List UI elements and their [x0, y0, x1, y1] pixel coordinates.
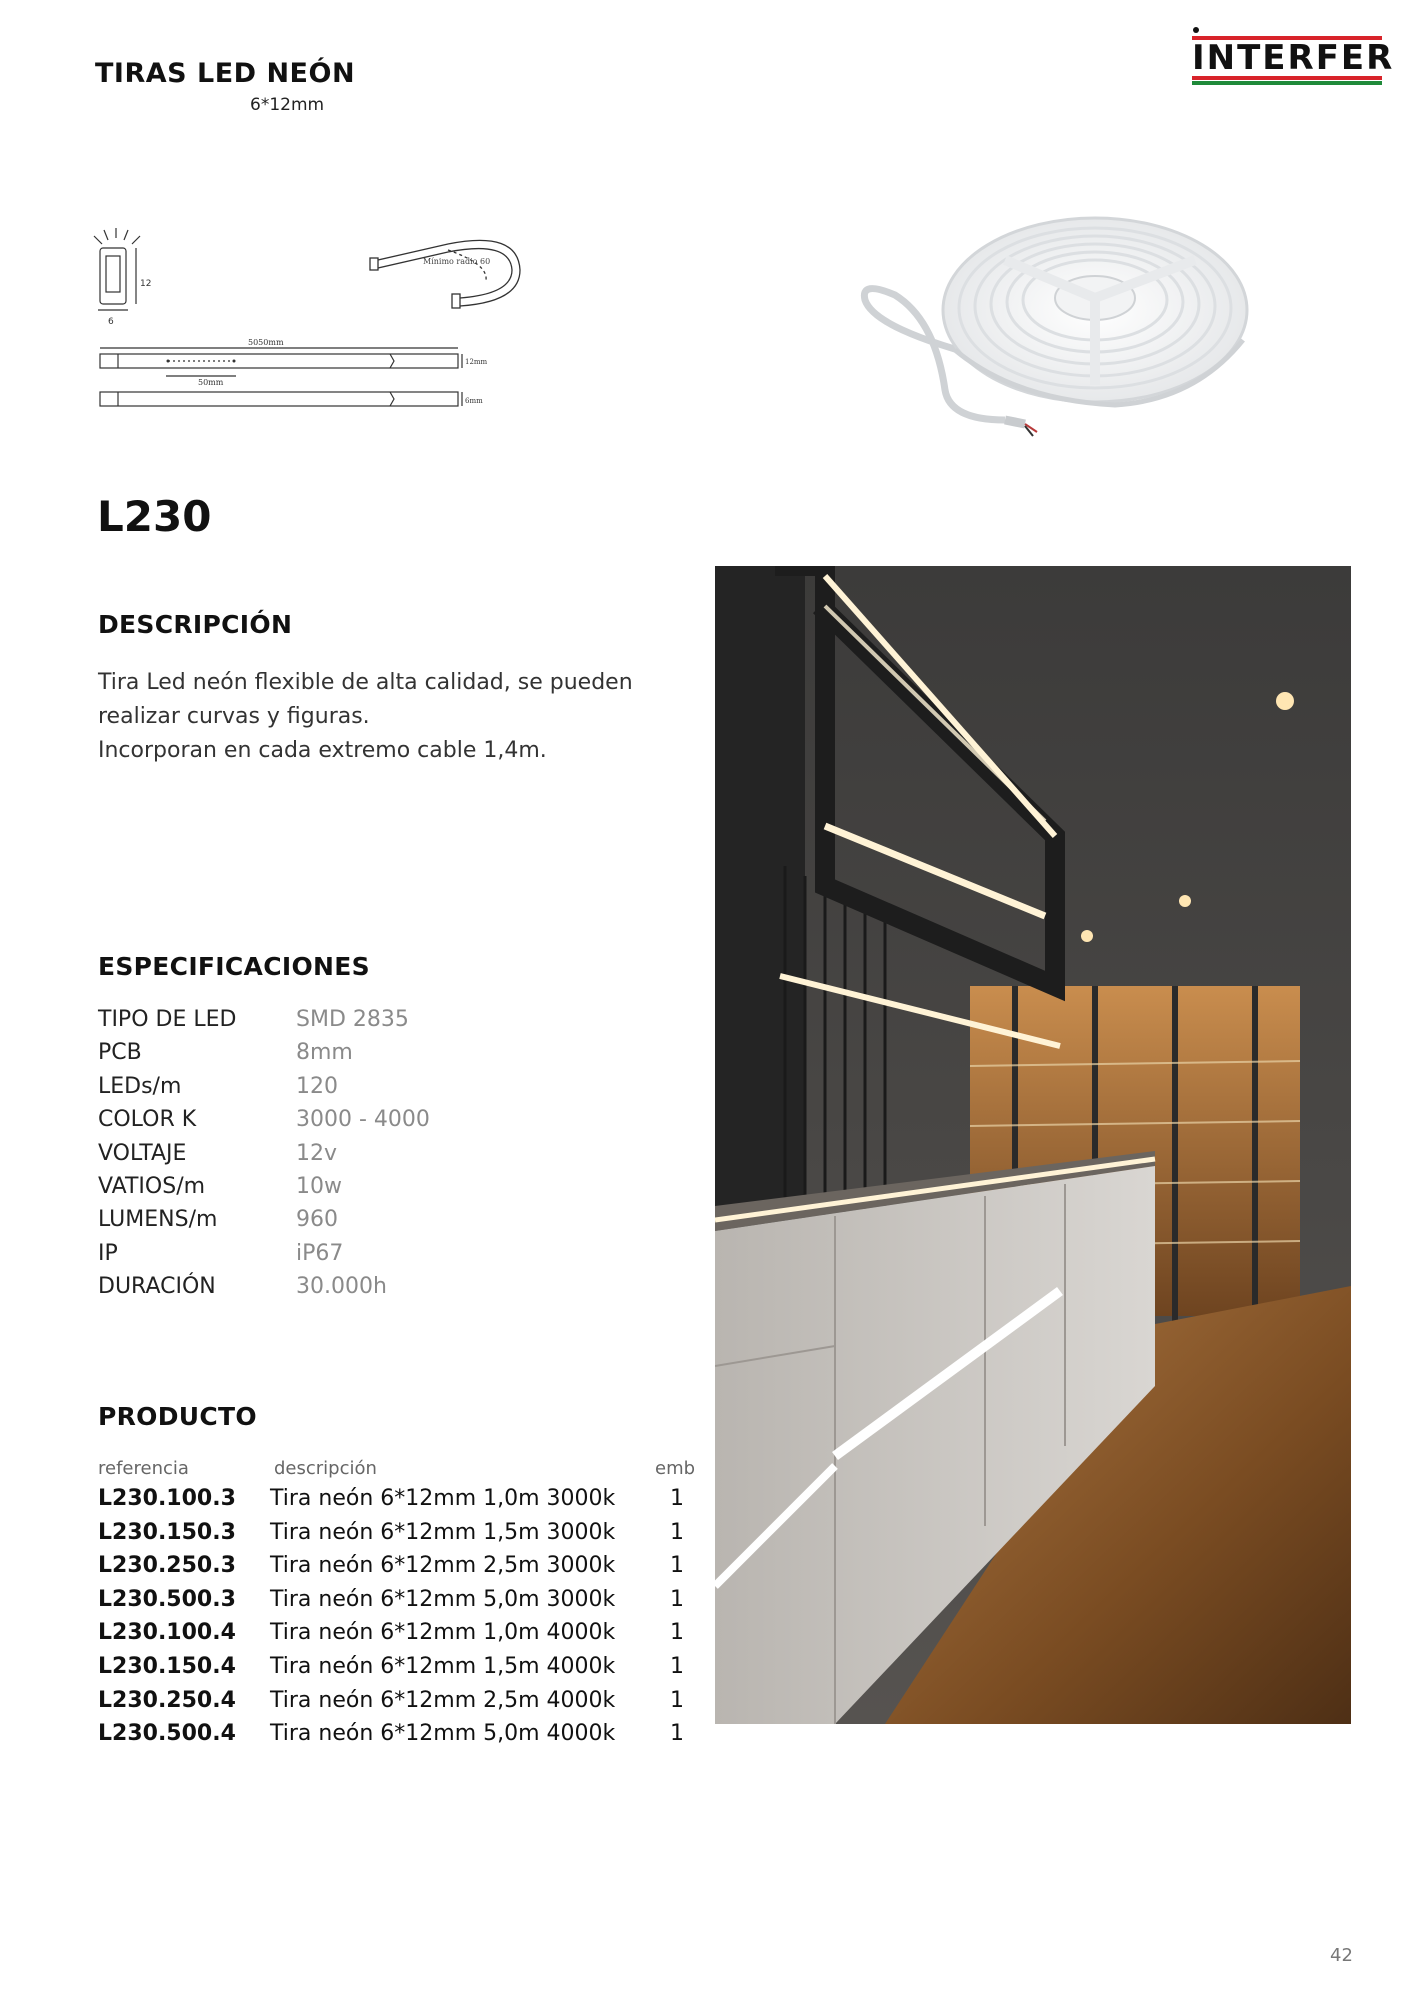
pitch-label: 50mm [198, 378, 224, 387]
technical-diagram [88, 220, 528, 420]
product-ref: L230.150.4 [98, 1653, 236, 1679]
profile-diagram-icon [88, 220, 528, 420]
product-desc: Tira neón 6*12mm 1,0m 3000k [270, 1486, 616, 1511]
dim-height-label: 12 [140, 279, 152, 289]
product-desc: Tira neón 6*12mm 1,0m 4000k [270, 1620, 616, 1646]
product-ref: L230.150.3 [98, 1519, 236, 1545]
spec-value: SMD 2835 [296, 1007, 409, 1032]
product-emb: 1 [670, 1586, 684, 1612]
product-emb: 1 [670, 1721, 684, 1747]
specs-heading: ESPECIFICACIONES [98, 952, 370, 981]
product-desc: Tira neón 6*12mm 1,5m 4000k [270, 1653, 616, 1679]
led-reel-icon [855, 200, 1265, 440]
kitchen-photo [715, 566, 1351, 1724]
brand-name: INTERFER [1192, 38, 1395, 78]
column-header-description: descripción [274, 1458, 377, 1479]
page-number: 42 [1330, 1945, 1353, 1966]
led-reel-image [855, 200, 1265, 440]
description-heading: DESCRIPCIÓN [98, 610, 293, 639]
spec-key: VOLTAJE [98, 1140, 187, 1166]
spec-value: 3000 - 4000 [296, 1107, 430, 1133]
product-emb: 1 [670, 1519, 684, 1545]
column-header-emb: emb [655, 1458, 696, 1479]
side-label-1: 12mm [465, 358, 488, 366]
product-emb: 1 [670, 1653, 684, 1679]
product-desc: Tira neón 6*12mm 5,0m 3000k [270, 1586, 616, 1612]
spec-key: VATIOS/m [98, 1173, 206, 1199]
min-radius-label: Mínimo radio 60 [423, 257, 491, 266]
product-emb: 1 [670, 1687, 684, 1713]
dim-width-label: 6 [108, 317, 114, 327]
product-ref: L230.100.3 [98, 1486, 236, 1511]
product-desc: Tira neón 6*12mm 2,5m 3000k [270, 1553, 616, 1579]
spec-key: TIPO DE LED [98, 1007, 237, 1032]
spec-key: PCB [98, 1040, 142, 1066]
product-heading: PRODUCTO [98, 1402, 257, 1431]
product-emb: 1 [670, 1486, 684, 1511]
spec-value: 10w [296, 1173, 342, 1199]
spec-value: iP67 [296, 1240, 344, 1266]
product-ref: L230.250.3 [98, 1553, 236, 1579]
spec-key: LUMENS/m [98, 1207, 218, 1233]
spec-value: 8mm [296, 1040, 353, 1066]
spec-key: COLOR K [98, 1107, 197, 1133]
catalog-section-subtitle: 6*12mm [250, 95, 325, 115]
product-desc: Tira neón 6*12mm 2,5m 4000k [270, 1687, 616, 1713]
brand-logo [1192, 26, 1395, 86]
spec-key: DURACIÓN [98, 1274, 216, 1300]
description-line: Incorporan en cada extremo cable 1,4m. [98, 738, 547, 763]
product-ref: L230.100.4 [98, 1620, 236, 1646]
product-emb: 1 [670, 1553, 684, 1579]
description-line: Tira Led neón flexible de alta calidad, se pueden [98, 670, 633, 695]
spec-key: IP [98, 1240, 118, 1266]
model-code: L230 [97, 492, 212, 541]
side-label-2: 6mm [465, 397, 483, 405]
spec-value: 120 [296, 1073, 338, 1099]
description-text [98, 666, 698, 768]
kitchen-scene-icon [715, 566, 1351, 1724]
column-header-reference: referencia [98, 1458, 189, 1479]
catalog-section-title: TIRAS LED NEÓN [95, 58, 356, 89]
spec-key: LEDs/m [98, 1073, 182, 1099]
description-line: realizar curvas y figuras. [98, 704, 370, 729]
spec-value: 30.000h [296, 1274, 387, 1300]
product-desc: Tira neón 6*12mm 1,5m 3000k [270, 1519, 616, 1545]
product-ref: L230.250.4 [98, 1687, 236, 1713]
spec-value: 960 [296, 1207, 338, 1233]
product-ref: L230.500.4 [98, 1721, 236, 1747]
product-emb: 1 [670, 1620, 684, 1646]
length-label: 5050mm [248, 338, 284, 347]
product-ref: L230.500.3 [98, 1586, 236, 1612]
product-desc: Tira neón 6*12mm 5,0m 4000k [270, 1721, 616, 1747]
spec-value: 12v [296, 1140, 338, 1166]
